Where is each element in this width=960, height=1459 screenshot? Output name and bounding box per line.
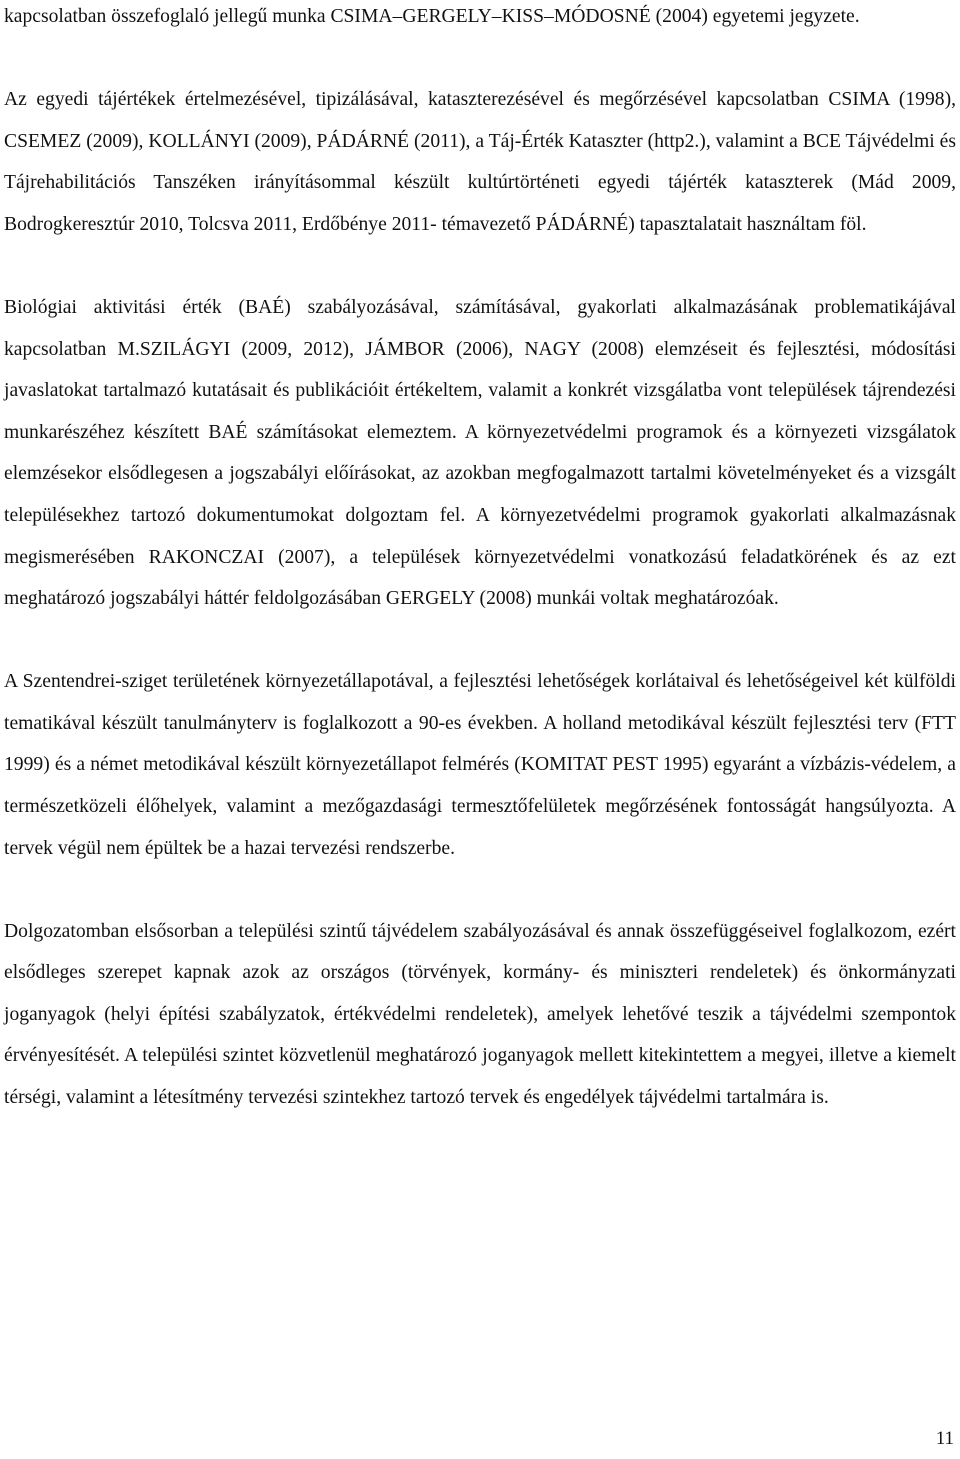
paragraph-szentendre-island: A Szentendrei-sziget területének környezetállapotával, a fejlesztési lehetőségek korlátaival és lehetőségeivel két külföldi tematikával készült tanulmányterv is foglalkozott a 90-es években. A holland metodikával készült fejlesztési terv (FTT 1999) és a német metodikával készült környezetállapot felmérés (KOMITAT PEST 1995) egyaránt a vízbázis-védelem, a természetközeli élőhelyek, valamint a mezőgazdasági termesztőfelületek megőrzésének fontosságát hangsúlyozta. A tervek végül nem épültek be a hazai tervezési rendszerbe. [4,671,956,859]
body-text [4,0,956,1119]
page-number: 11 [935,1428,954,1449]
paragraph-intro-continuation: kapcsolatban összefoglaló jellegű munka CSIMA–GERGELY–KISS–MÓDOSNÉ (2004) egyetemi jegyzete. [4,6,860,27]
paragraph-biological-activity: Biológiai aktivitási érték (BAÉ) szabályozásával, számításával, gyakorlati alkalmazásának problematikájával kapcsolatban M.SZILÁGYI (2009, 2012), JÁMBOR (2006), NAGY (2008) elemzéseit és fejlesztési, módosítási javaslatokat tartalmazó kutatásait és publikációit értékeltem, valamit a konkrét vizsgálatba vont települések tájrendezési munkarészéhez készített BAÉ számításokat elemeztem. A környezetvédelmi programok és a környezeti vizsgálatok elemzésekor elsődlegesen a jogszabályi előírásokat, az azokban megfogalmazott tartalmi követelményeket és a vizsgált településekhez tartozó dokumentumokat dolgoztam fel. A környezetvédelmi programok gyakorlati alkalmazásnak megismerésében RAKONCZAI (2007), a települések környezetvédelmi vonatkozású feladatkörének és az ezt meghatározó jogszabályi háttér feldolgozásában GERGELY (2008) munkái voltak meghatározóak. [4,296,956,610]
paragraph-landscape-values: Az egyedi tájértékek értelmezésével, tipizálásával, kataszterezésével és megőrzésével kapcsolatban CSIMA (1998), CSEMEZ (2009), KOLLÁNYI (2009), PÁDÁRNÉ (2011), a Táj-Érték Kataszter (http2.), valamint a BCE Tájvédelmi és Tájrehabilitációs Tanszéken irányításommal készült kultúrtörténeti egyedi tájérték kataszterek (Mád 2009, Bodrogkeresztúr 2010, Tolcsva 2011, Erdőbénye 2011- témavezető PÁDÁRNÉ) tapasztalatait használtam föl. [4,89,956,235]
paragraph-thesis-scope: Dolgozatomban elsősorban a települési szintű tájvédelem szabályozásával és annak összefüggéseivel foglalkozom, ezért elsődleges szerepet kapnak azok az országos (törvények, kormány- és miniszteri rendeletek) és önkormányzati joganyagok (helyi építési szabályzatok, értékvédelmi rendeletek), amelyek lehetővé teszik a tájvédelmi szempontok érvényesítését. A települési szintet közvetlenül meghatározó joganyagok mellett kitekintettem a megyei, illetve a kiemelt térségi, valamint a létesítmény tervezési szintekhez tartozó tervek és engedélyek tájvédelmi tartalmára is. [4,920,956,1109]
